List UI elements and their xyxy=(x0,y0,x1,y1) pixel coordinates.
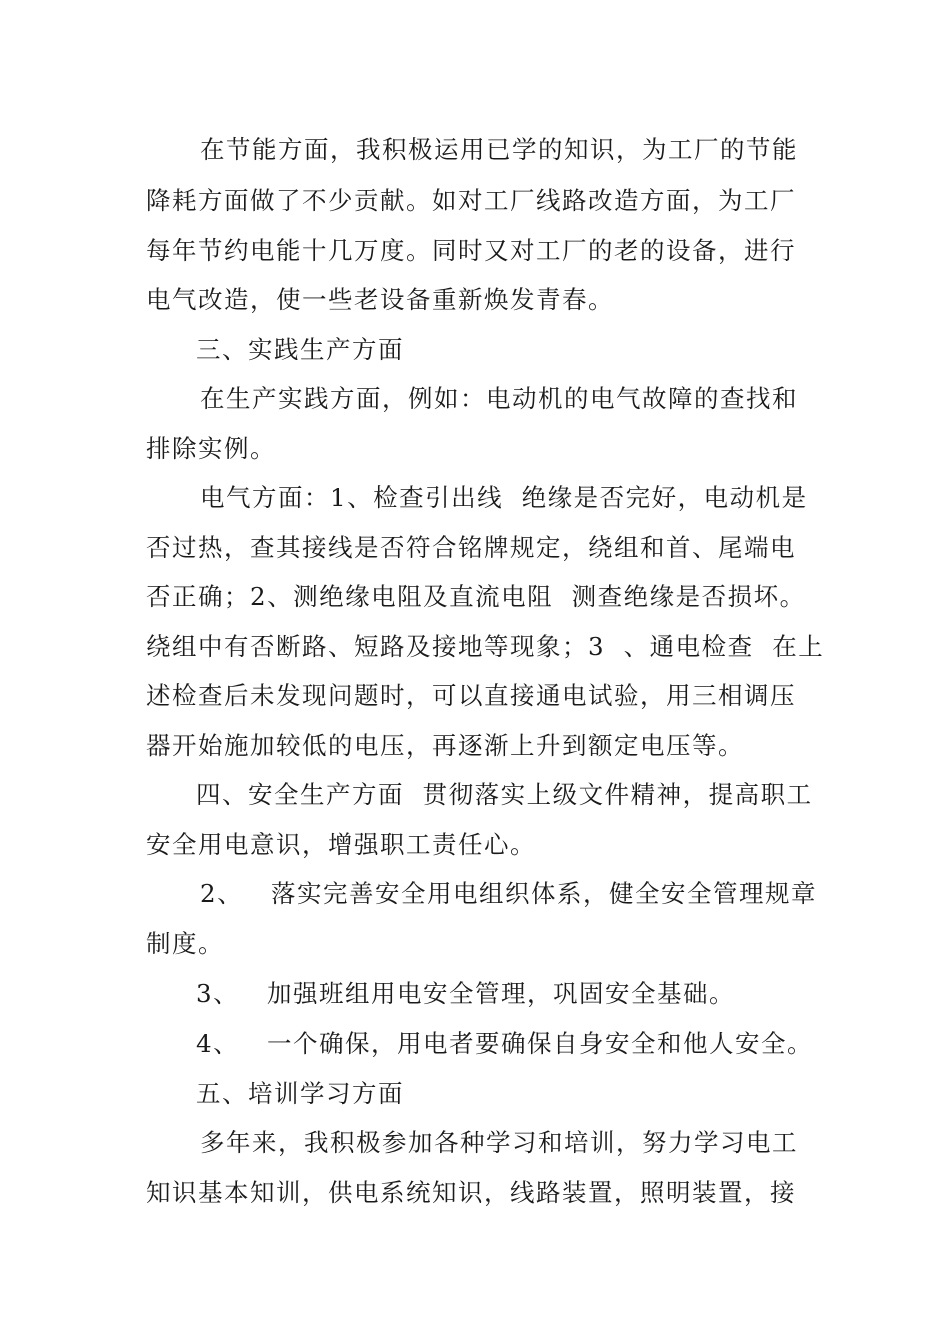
text-line-8: 电气方面：1、检查引出线 绝缘是否完好，电动机是 xyxy=(200,483,808,512)
text-line-1: 在节能方面，我积极运用已学的知识，为工厂的节能 xyxy=(200,135,798,164)
section-heading-4: 四、安全生产方面 贯彻落实上级文件精神，提高职工 xyxy=(196,780,813,809)
text-line-4: 电气改造，使一些老设备重新焕发青春。 xyxy=(146,285,614,314)
list-item-4: 4、 一个确保，用电者要确保自身安全和他人安全。 xyxy=(196,1029,813,1058)
text-line-2: 降耗方面做了不少贡献。如对工厂线路改造方面，为工厂 xyxy=(146,186,796,215)
text-line-6: 在生产实践方面，例如：电动机的电气故障的查找和 xyxy=(200,384,798,413)
text-line-15: 安全用电意识，增强职工责任心。 xyxy=(146,830,536,859)
section-heading-5: 五、培训学习方面 xyxy=(196,1079,404,1108)
text-line-22: 知识基本知训，供电系统知识，线路装置，照明装置，接 xyxy=(146,1178,796,1207)
list-item-3: 3、 加强班组用电安全管理，巩固安全基础。 xyxy=(196,979,735,1008)
text-line-11: 绕组中有否断路、短路及接地等现象；3 、通电检查 在上 xyxy=(146,632,825,661)
text-line-3: 每年节约电能十几万度。同时又对工厂的老的设备，进行 xyxy=(146,236,796,265)
text-line-9: 否过热，查其接线是否符合铭牌规定，绕组和首、尾端电 xyxy=(146,533,796,562)
text-line-12: 述检查后未发现问题时，可以直接通电试验，用三相调压 xyxy=(146,681,796,710)
text-line-13: 器开始施加较低的电压，再逐渐上升到额定电压等。 xyxy=(146,731,744,760)
section-heading-3: 三、实践生产方面 xyxy=(196,335,404,364)
text-line-7: 排除实例。 xyxy=(146,434,276,463)
text-line-17: 制度。 xyxy=(146,929,224,958)
text-line-10: 否正确；2、测绝缘电阻及直流电阻 测查绝缘是否损坏。 xyxy=(146,582,806,611)
list-item-2: 2、 落实完善安全用电组织体系，健全安全管理规章 xyxy=(200,879,817,908)
text-line-21: 多年来，我积极参加各种学习和培训，努力学习电工 xyxy=(200,1128,798,1157)
